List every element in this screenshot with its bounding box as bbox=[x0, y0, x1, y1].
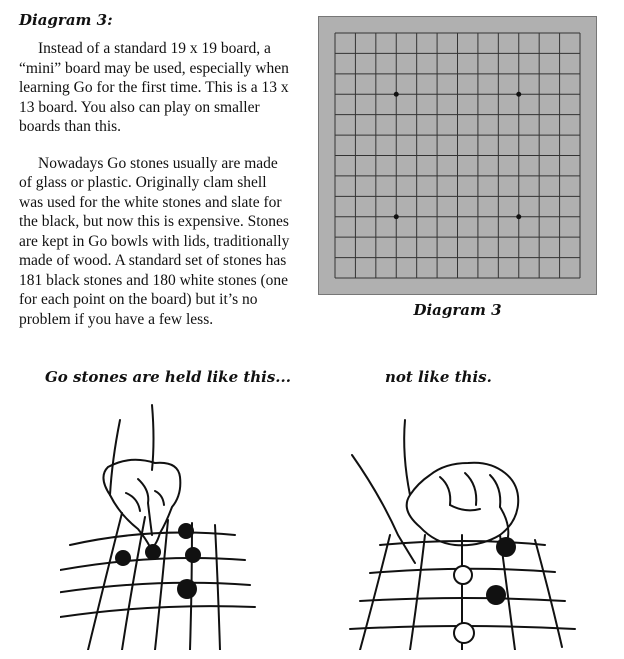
go-board-13x13 bbox=[318, 16, 597, 295]
caption-wrong-grip: not like this. bbox=[385, 368, 492, 386]
star-point bbox=[516, 92, 521, 97]
star-point bbox=[516, 214, 521, 219]
caption-correct-grip: Go stones are held like this... bbox=[45, 368, 291, 386]
paragraph-stones: Nowadays Go stones usually are made of glass or plastic. Originally clam shell was used for the white stones and slate for the black, but now this is expensive. Stones are kept in Go bowls with lids, traditionally made of wood. A standard set of stones has 181 black stones and 180 white stones (one for each point on the board) but it’s no problem if you have a few less. bbox=[19, 154, 290, 328]
star-point bbox=[394, 214, 399, 219]
diagram-heading: Diagram 3: bbox=[19, 11, 113, 29]
diagram-caption: Diagram 3 bbox=[413, 301, 502, 319]
hand-holding-stone-correct-icon bbox=[60, 395, 270, 650]
body-text bbox=[19, 39, 291, 329]
paragraph-board-size: Instead of a standard 19 x 19 board, a “mini” board may be used, especially when learning Go for the first time. This is a 13 x 13 board. You also can play on smaller boards than this. bbox=[19, 40, 289, 135]
hand-holding-stone-wrong-icon bbox=[340, 395, 585, 650]
star-point bbox=[394, 92, 399, 97]
go-board-grid bbox=[319, 17, 596, 294]
